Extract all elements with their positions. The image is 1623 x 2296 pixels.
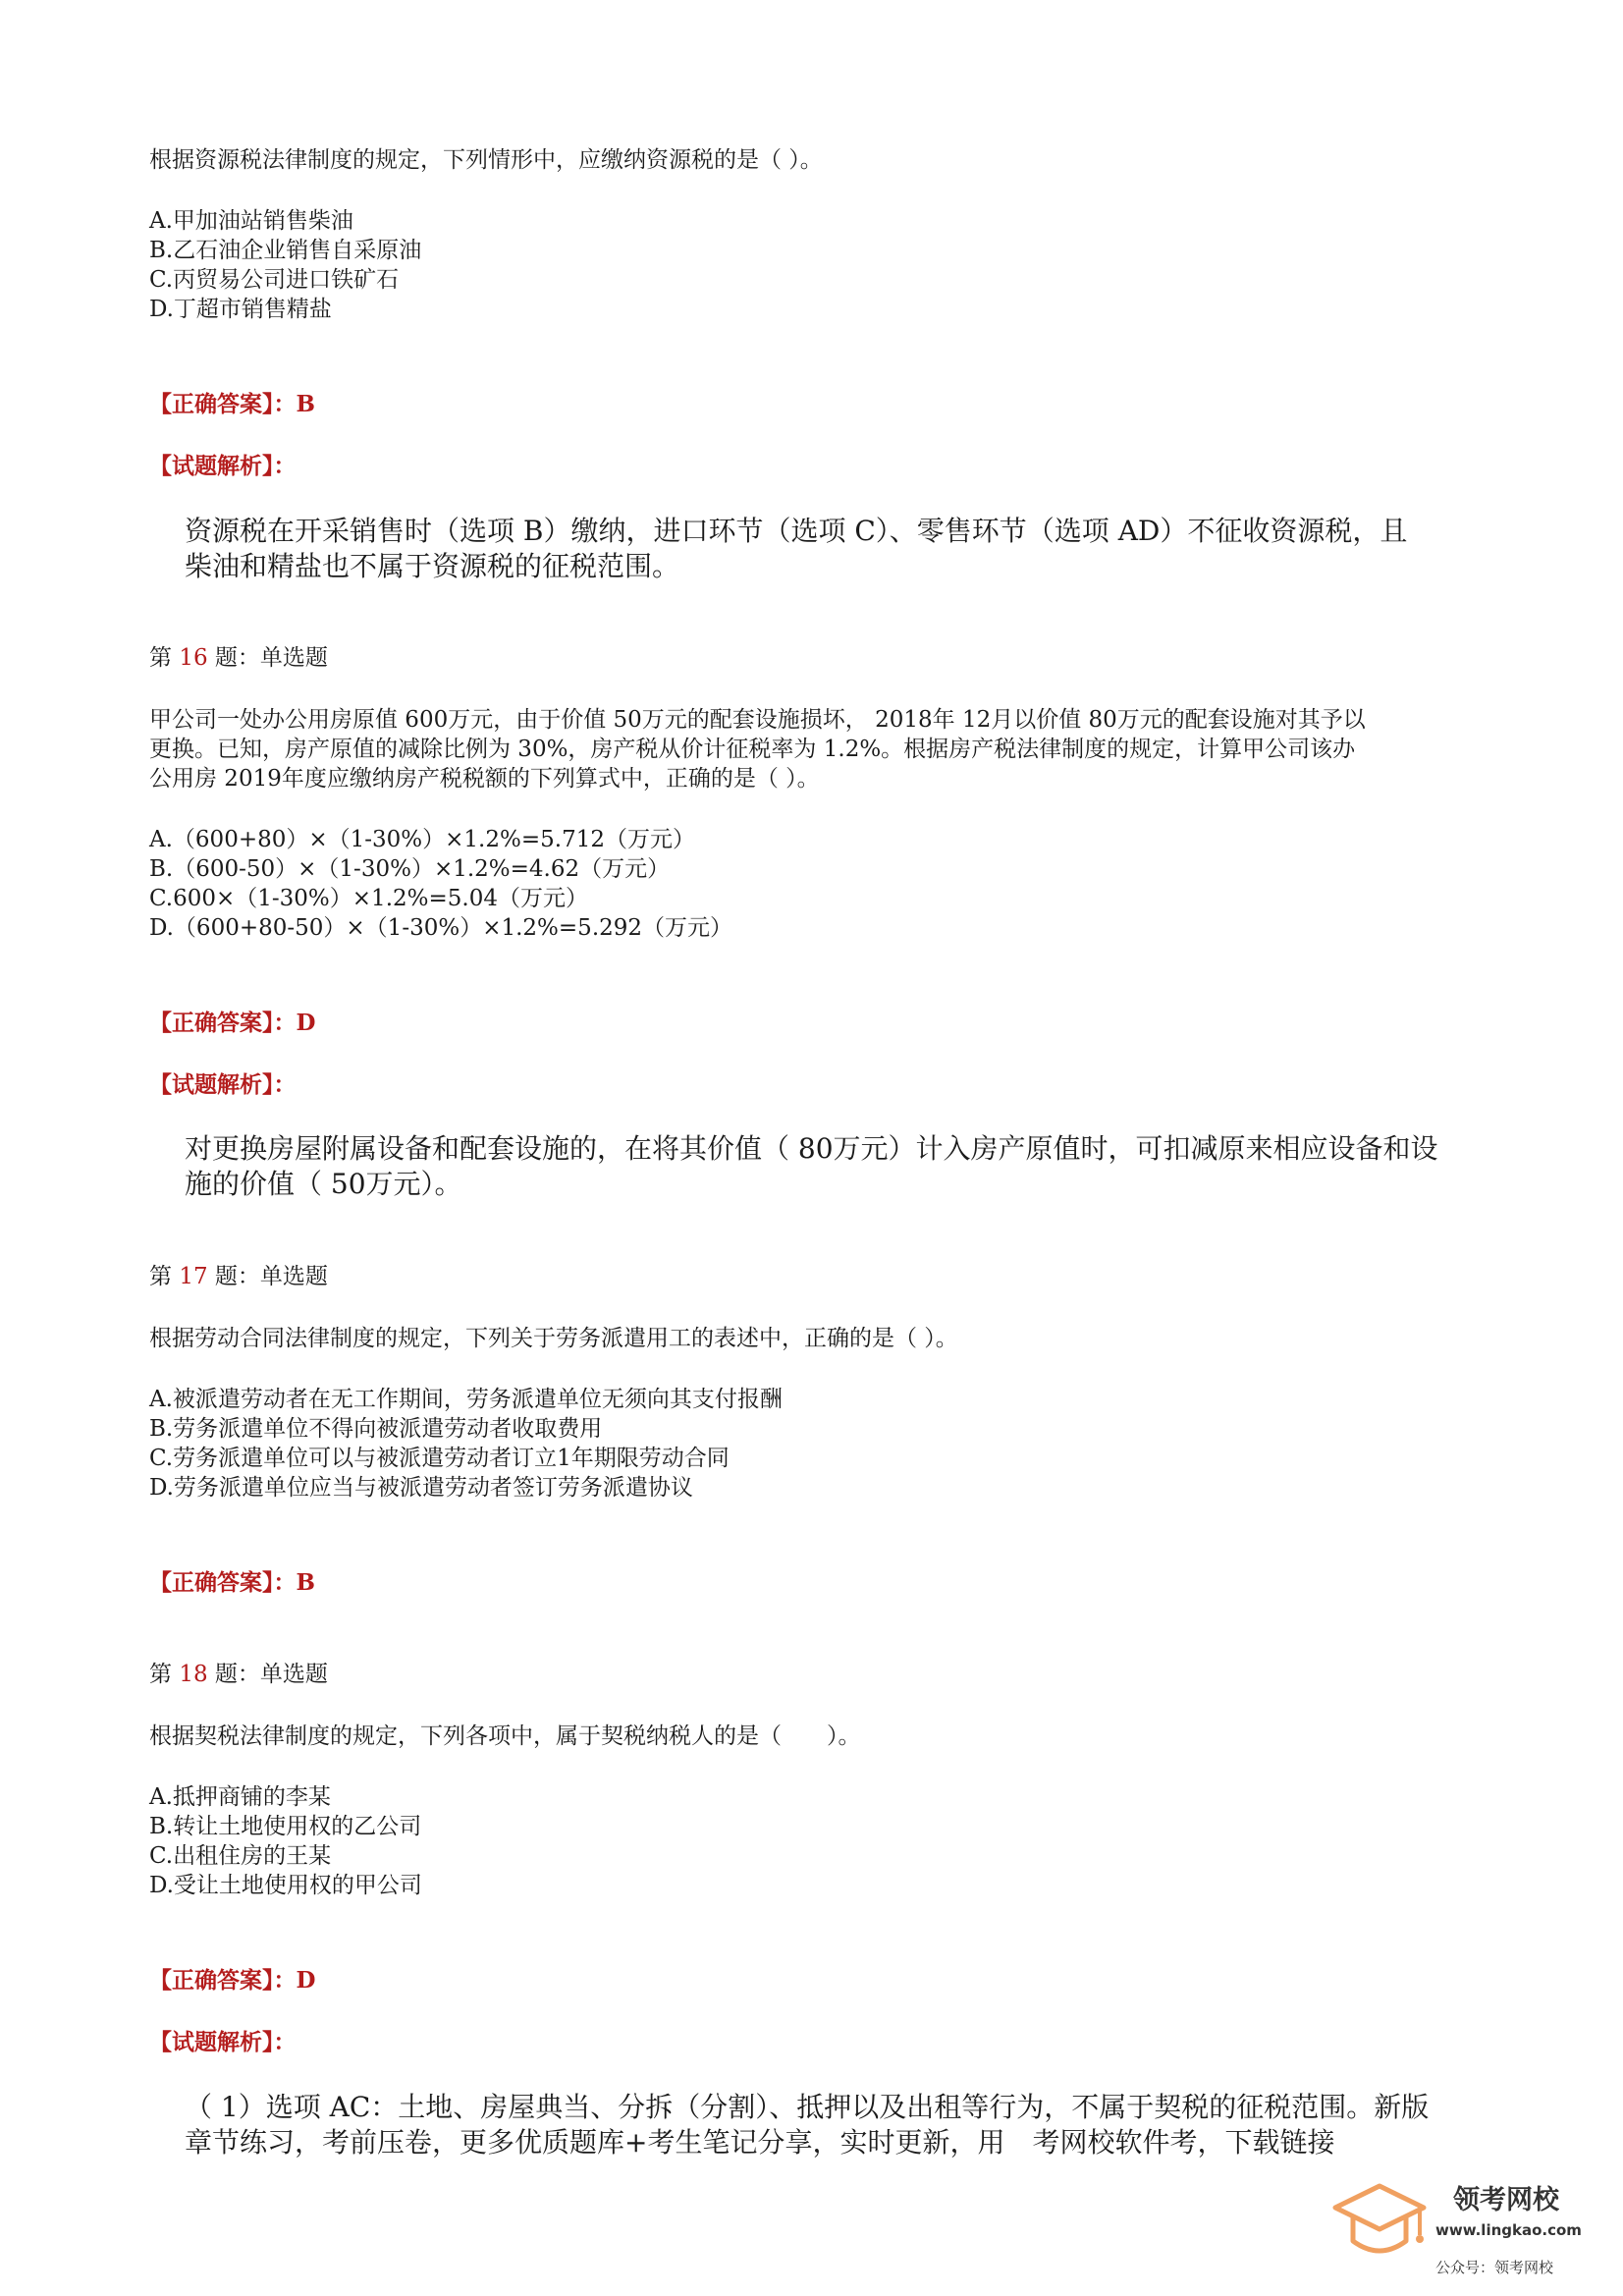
analysis-text-line: 施的价值（ 50万元）。: [185, 1168, 462, 1200]
analysis-text-line: 柴油和精盐也不属于资源税的征税范围。: [185, 550, 680, 582]
question-header: [149, 643, 328, 673]
question-type: 题：单选题: [207, 1264, 328, 1289]
option-a: A.被派遣劳动者在无工作期间，劳务派遣单位无须向其支付报酬: [149, 1387, 783, 1412]
answer-value: B: [296, 391, 315, 417]
question-stem: 根据劳动合同法律制度的规定，下列关于劳务派遣用工的表述中，正确的是（ ）。: [149, 1326, 958, 1351]
analysis-text-line: 章节练习，考前压卷，更多优质题库+考生笔记分享，实时更新，用 考网校软件考，下载链接: [185, 2126, 1335, 2159]
option-d: D.（600+80-50）×（1-30%）×1.2%=5.292（万元）: [149, 915, 733, 941]
analysis-label: 【试题解析】：: [149, 2029, 297, 2055]
option-b: B.劳务派遣单位不得向被派遣劳动者收取费用: [149, 1416, 603, 1442]
option-b: B.（600-50）×（1-30%）×1.2%=4.62（万元）: [149, 856, 671, 882]
option-b: B.乙石油企业销售自采原油: [149, 238, 422, 263]
option-a: A.抵押商铺的李某: [149, 1784, 331, 1810]
logo-wechat: 公众号：领考网校: [1435, 2259, 1554, 2276]
question-header: [149, 1262, 328, 1291]
question-stem: 根据资源税法律制度的规定，下列情形中，应缴纳资源税的是（ ）。: [149, 147, 823, 173]
option-c: C.丙贸易公司进口铁矿石: [149, 267, 400, 293]
graduation-cap-icon: [1325, 2170, 1434, 2278]
analysis-label: 【试题解析】：: [149, 1071, 297, 1098]
option-c: C.600×（1-30%）×1.2%=5.04（万元）: [149, 886, 588, 911]
answer-label: 【正确答案】：: [149, 1569, 297, 1596]
answer-line: [149, 1568, 315, 1598]
footer-logo: [1325, 2170, 1591, 2288]
question-stem-line: 甲公司一处办公用房原值 600万元，由于价值 50万元的配套设施损坏， 2018年 12月以价值 80万元的配套设施对其予以: [149, 707, 1366, 733]
answer-label: 【正确答案】：: [149, 1967, 297, 1994]
question-prefix: 第: [149, 645, 180, 671]
option-a: A.（600+80）×（1-30%）×1.2%=5.712（万元）: [149, 827, 695, 852]
analysis-text-line: 对更换房屋附属设备和配套设施的，在将其价值（ 80万元）计入房产原值时，可扣减原来相应设备和设: [185, 1132, 1438, 1165]
question-stem-line: 更换。已知，房产原值的减除比例为 30%，房产税从价计征税率为 1.2%。根据房产税法律制度的规定，计算甲公司该办: [149, 737, 1356, 762]
option-b: B.转让土地使用权的乙公司: [149, 1814, 422, 1839]
option-d: D.丁超市销售精盐: [149, 297, 332, 322]
question-number: 16: [179, 645, 208, 671]
option-a: A.甲加油站销售柴油: [149, 208, 353, 234]
option-d: D.劳务派遣单位应当与被派遣劳动者签订劳务派遣协议: [149, 1475, 693, 1501]
option-c: C.出租住房的王某: [149, 1843, 332, 1869]
answer-value: D: [296, 1967, 316, 1994]
logo-title: 领考网校: [1453, 2185, 1559, 2215]
logo-url: www.lingkao.com: [1435, 2221, 1582, 2239]
analysis-text-line: （ 1）选项 AC：土地、房屋典当、分拆（分割）、抵押以及出租等行为，不属于契税的征税范围。新版: [185, 2091, 1430, 2123]
answer-line: [149, 1966, 315, 1995]
answer-value: B: [296, 1569, 315, 1596]
question-stem: 根据契税法律制度的规定，下列各项中，属于契税纳税人的是（ ）。: [149, 1723, 861, 1749]
question-number: 18: [179, 1662, 208, 1687]
question-prefix: 第: [149, 1662, 180, 1687]
answer-value: D: [296, 1010, 316, 1036]
question-number: 17: [179, 1264, 208, 1289]
question-type: 题：单选题: [207, 645, 328, 671]
option-c: C.劳务派遣单位可以与被派遣劳动者订立1年期限劳动合同: [149, 1446, 730, 1471]
analysis-text-line: 资源税在开采销售时（选项 B）缴纳，进口环节（选项 C）、零售环节（选项 AD）不征收资源税，且: [185, 515, 1408, 547]
question-stem-line: 公用房 2019年度应缴纳房产税税额的下列算式中，正确的是（ ）。: [149, 766, 820, 792]
answer-label: 【正确答案】：: [149, 1010, 297, 1036]
answer-line: [149, 1009, 315, 1038]
answer-label: 【正确答案】：: [149, 391, 297, 417]
analysis-label: 【试题解析】：: [149, 453, 297, 479]
option-d: D.受让土地使用权的甲公司: [149, 1873, 422, 1898]
question-prefix: 第: [149, 1264, 180, 1289]
answer-line: [149, 390, 315, 419]
question-type: 题：单选题: [207, 1662, 328, 1687]
question-header: [149, 1660, 328, 1689]
